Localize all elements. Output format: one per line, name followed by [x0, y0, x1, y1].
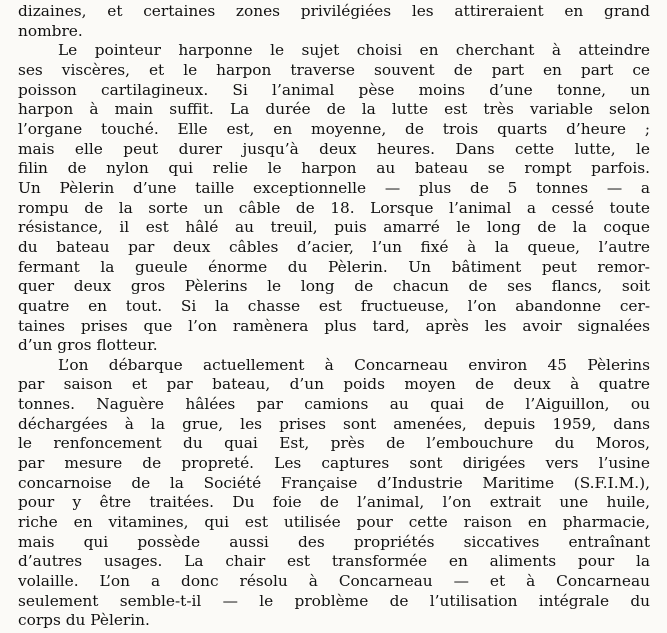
paragraph-3-line-8: pour y être traitées. Du foie de l’animal, l’on extrait une huile, — [18, 493, 650, 512]
paragraph-1-line-1: dizaines, et certaines zones privilégiées les attireraient en grand — [18, 2, 650, 20]
paragraph-2-line-8: Un Pèlerin d’une taille exceptionnelle — plus de 5 tonnes — a — [18, 178, 650, 197]
paragraph-2-line-11: du bateau par deux câbles d’acier, l’un fixé à la queue, l’autre — [18, 237, 650, 256]
paragraph-2-line-7: filin de nylon qui relie le harpon au bateau se rompt parfois. — [18, 159, 650, 178]
paragraph-3-line-14: corps du Pèlerin. — [18, 611, 150, 630]
paragraph-3-line-12: volaille. L’on a donc résolu à Concarneau — et à Concarneau — [18, 572, 650, 591]
paragraph-3-line-4: déchargées à la grue, les prises sont amenées, depuis 1959, dans — [18, 414, 650, 433]
paragraph-3-line-5: le renfoncement du quai Est, près de l’embouchure du Moros, — [18, 434, 650, 453]
paragraph-3-line-3: tonnes. Naguère hâlées par camions au quai de l’Aiguillon, ou — [18, 395, 650, 414]
paragraph-3-line-11: d’autres usages. La chair est transformée en aliments pour la — [18, 552, 650, 571]
paragraph-2-line-16: d’un gros flotteur. — [18, 336, 158, 355]
paragraph-3-line-13: seulement semble-t-il — le problème de l’utilisation intégrale du — [18, 591, 650, 610]
paragraph-2-line-4: harpon à main suffit. La durée de la lutte est très variable selon — [18, 100, 650, 119]
paragraph-3-line-10: mais qui possède aussi des propriétés siccatives entraînant — [18, 532, 650, 551]
paragraph-2-line-2: ses viscères, et le harpon traverse souvent de part en part ce — [18, 60, 650, 79]
paragraph-2-line-3: poisson cartilagineux. Si l’animal pèse moins d’une tonne, un — [18, 80, 650, 99]
paragraph-3-line-1: L’on débarque actuellement à Concarneau environ 45 Pèlerins — [58, 355, 650, 374]
paragraph-3-line-7: concarnoise de la Société Française d’Industrie Maritime (S.F.I.M.), — [18, 473, 650, 492]
paragraph-2-line-10: résistance, il est hâlé au treuil, puis amarré le long de la coque — [18, 218, 650, 237]
paragraph-2-line-13: quer deux gros Pèlerins le long de chacun de ses flancs, soit — [18, 277, 650, 296]
paragraph-1-line-2: nombre. — [18, 21, 83, 40]
paragraph-2-line-6: mais elle peut durer jusqu’à deux heures. Dans cette lutte, le — [18, 139, 650, 158]
paragraph-2-line-14: quatre en tout. Si la chasse est fructueuse, l’on abandonne cer- — [18, 296, 650, 315]
paragraph-2-line-5: l’organe touché. Elle est, en moyenne, de trois quarts d’heure ; — [18, 119, 650, 138]
paragraph-3-line-9: riche en vitamines, qui est utilisée pour cette raison en pharmacie, — [18, 513, 650, 532]
paragraph-3-line-6: par mesure de propreté. Les captures sont dirigées vers l’usine — [18, 454, 650, 473]
paragraph-2-line-12: fermant la gueule énorme du Pèlerin. Un bâtiment peut remor- — [18, 257, 650, 276]
paragraph-2-line-15: taines prises que l’on ramènera plus tard, après les avoir signalées — [18, 316, 650, 335]
paragraph-2-line-9: rompu de la sorte un câble de 18. Lorsque l’animal a cessé toute — [18, 198, 650, 217]
paragraph-3-line-2: par saison et par bateau, d’un poids moyen de deux à quatre — [18, 375, 650, 394]
paragraph-2-line-1: Le pointeur harponne le sujet choisi en cherchant à atteindre — [58, 41, 650, 60]
